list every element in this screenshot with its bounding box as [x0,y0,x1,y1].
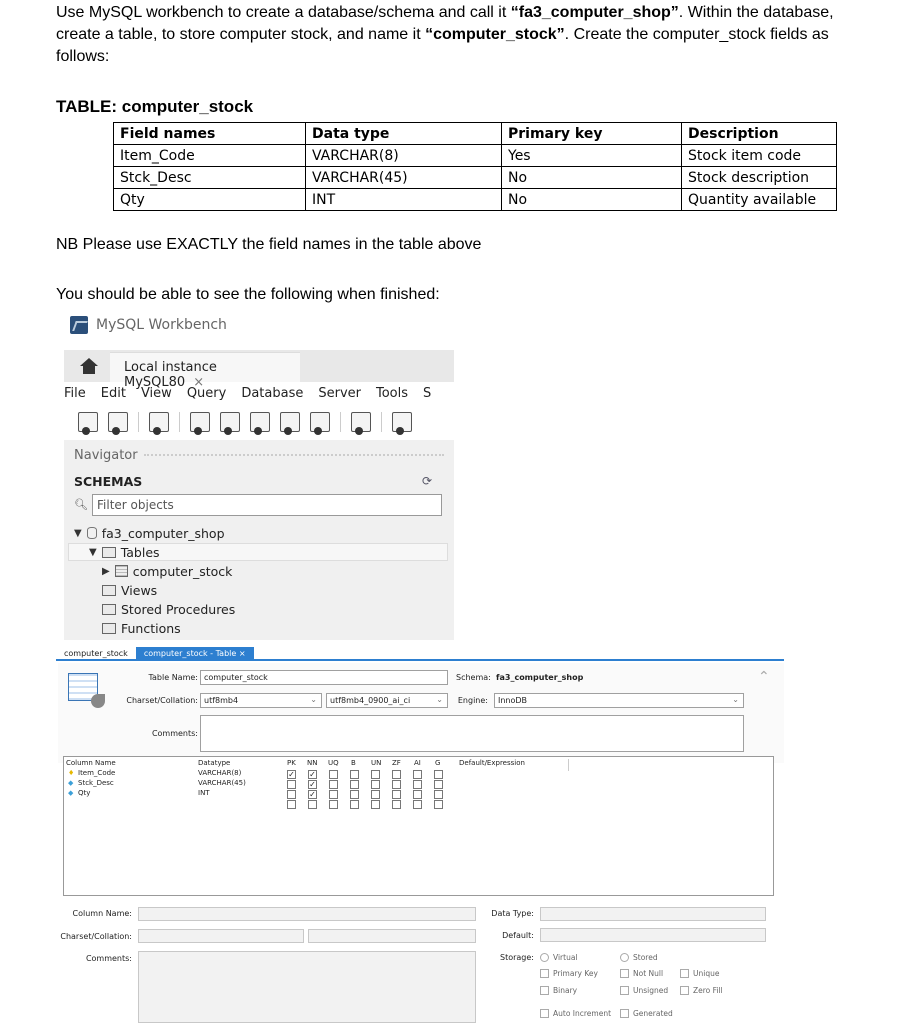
b-checkbox[interactable] [350,800,359,809]
tab-bar [64,350,454,390]
see-following-text: You should be able to see the following when finished: [56,286,440,303]
open-sql-script-icon[interactable] [108,412,128,432]
menu-scripting[interactable]: S [423,386,432,401]
workbench-logo-icon [70,316,88,334]
tree-item-computer-stock[interactable]: ▶ computer_stock [102,563,233,579]
data-type-input[interactable] [540,907,766,921]
table-cell: Yes [502,145,682,167]
g-checkbox[interactable] [434,770,443,779]
auto-increment-checkbox[interactable]: Auto Increment [540,1009,611,1018]
schemas-heading: SCHEMAS [74,474,143,489]
toolbar-separator [381,412,382,432]
default-input[interactable] [540,928,766,942]
tab-computer-stock[interactable]: computer_stock [64,649,128,658]
colhead-default: Default/Expression [459,759,525,767]
create-schema-icon[interactable] [190,412,210,432]
nn-checkbox[interactable]: ✓ [309,770,316,779]
colhead-un: UN [371,759,382,767]
nn-checkbox[interactable]: ✓ [309,780,316,789]
collapse-arrow-icon[interactable]: ▶ [102,565,110,577]
create-procedure-icon[interactable] [280,412,300,432]
column-charset-select[interactable] [138,929,304,943]
not-null-checkbox[interactable]: Not Null [620,969,663,978]
menu-database[interactable]: Database [241,386,304,401]
schema-name-text: “fa3_computer_shop” [510,4,679,21]
column-collation-select[interactable] [308,929,476,943]
colhead-pk: PK [287,759,296,767]
datatype-cell[interactable]: VARCHAR(45) [198,779,246,787]
create-function-icon[interactable] [310,412,330,432]
table-cell: VARCHAR(45) [306,167,502,189]
uq-checkbox[interactable] [329,800,338,809]
charset-select[interactable]: utf8mb4 ⌄ [200,693,322,708]
colhead-datatype: Datatype [198,759,231,767]
menu-query[interactable]: Query [186,386,227,401]
folder-icon [102,623,116,634]
field-table-header-row [114,123,837,145]
toolbar-separator [179,412,180,432]
stored-radio[interactable]: Stored [620,953,658,962]
chevron-down-icon: ⌄ [732,695,739,704]
search-icon: 🔍︎ [74,498,88,511]
app-title: MySQL Workbench [96,317,227,333]
storage-label: Storage: [500,953,534,962]
b-checkbox[interactable] [350,770,359,779]
folder-icon [102,585,116,596]
table-row [114,189,837,211]
column-charset-label: Charset/Collation: [60,932,132,941]
database-icon [87,527,97,539]
home-icon[interactable] [80,358,98,374]
column-icon: ◆ [68,779,74,787]
header-primary-key: Primary key [502,123,682,145]
column-name-cell[interactable]: Qty [78,789,91,797]
ai-checkbox[interactable] [413,800,422,809]
new-sql-tab-icon[interactable] [78,412,98,432]
table-cell: INT [306,189,502,211]
tab-computer-stock-table[interactable]: computer_stock - Table × [136,647,254,659]
table-cell: No [502,189,682,211]
zf-checkbox[interactable] [392,800,401,809]
datatype-cell[interactable]: INT [198,789,210,797]
columns-grid [63,756,774,896]
close-icon[interactable]: × [193,375,205,390]
colhead-g: G [435,759,441,767]
tree-item-schema[interactable]: ▼ fa3_computer_shop [74,525,225,541]
menu-file[interactable]: File [64,386,86,401]
menu-tools[interactable]: Tools [376,386,409,401]
table-row [114,145,837,167]
menu-edit[interactable]: Edit [100,386,126,401]
chevron-down-icon: ⌄ [436,695,443,704]
editor-tabs [56,647,784,661]
workbench-title-bar [70,316,227,334]
column-name-label: Column Name: [72,909,132,918]
column-name-cell[interactable]: Item_Code [78,769,116,777]
toolbar-separator [138,412,139,432]
checkbox-icon [620,986,629,995]
b-checkbox[interactable] [350,790,359,799]
nn-checkbox[interactable]: ✓ [309,790,316,799]
table-cell: Quantity available [682,189,837,211]
column-details [56,903,784,1023]
table-cell: Stock item code [682,145,837,167]
ai-checkbox[interactable] [413,770,422,779]
table-properties [58,663,784,763]
zf-checkbox[interactable] [392,780,401,789]
colhead-ai: AI [414,759,421,767]
menu-bar [64,386,446,401]
b-checkbox[interactable] [350,780,359,789]
table-name-label: Table Name: [148,673,198,682]
workbench-screenshot [64,310,454,640]
table-cell: No [502,167,682,189]
toolbar-separator [340,412,341,432]
expand-arrow-icon[interactable]: ▼ [74,527,82,539]
navigator-label: Navigator [74,448,138,463]
un-checkbox[interactable] [371,800,380,809]
field-table [113,122,837,211]
zero-fill-checkbox[interactable]: Zero Fill [680,986,723,995]
colhead-b: B [351,759,356,767]
reconnect-icon[interactable] [392,412,412,432]
un-checkbox[interactable] [371,770,380,779]
radio-icon [540,953,549,962]
pk-checkbox[interactable] [287,780,296,789]
column-comments-textarea[interactable] [138,951,476,1023]
tree-item-views[interactable]: Views [102,581,157,599]
pk-checkbox[interactable] [287,800,296,809]
binary-checkbox[interactable]: Binary [540,986,577,995]
radio-icon [620,953,629,962]
colhead-column-name: Column Name [66,759,116,767]
menu-view[interactable]: View [140,386,172,401]
table-icon [115,565,128,577]
checkbox-icon [540,1009,549,1018]
generated-checkbox[interactable]: Generated [620,1009,673,1018]
folder-icon [102,604,116,615]
column-name-cell[interactable]: Stck_Desc [78,779,114,787]
checkbox-icon [620,1009,629,1018]
zf-checkbox[interactable] [392,790,401,799]
table-cell: Stock description [682,167,837,189]
search-table-data-icon[interactable] [351,412,371,432]
create-table-icon[interactable] [220,412,240,432]
uq-checkbox[interactable] [329,780,338,789]
table-cell: Item_Code [114,145,306,167]
checkbox-icon [540,969,549,978]
ai-checkbox[interactable] [413,780,422,789]
menu-server[interactable]: Server [318,386,361,401]
refresh-icon[interactable]: ⟳ [422,474,433,488]
folder-icon [102,547,116,558]
chevron-down-icon: ⌄ [310,695,317,704]
key-icon: ♦ [68,769,75,777]
table-cell: Stck_Desc [114,167,306,189]
column-comments-label: Comments: [85,954,132,963]
engine-label: Engine: [457,696,488,705]
colhead-nn: NN [307,759,318,767]
navigator-panel [64,440,454,640]
table-cell: VARCHAR(8) [306,145,502,167]
collapse-icon[interactable]: ⌃ [758,669,770,685]
column-icon: ◆ [68,789,74,797]
table-cell: Qty [114,189,306,211]
pk-checkbox[interactable] [287,790,296,799]
uq-checkbox[interactable] [329,770,338,779]
close-icon[interactable]: × [238,649,246,658]
table-row [114,167,837,189]
table-editor-icon [68,673,98,701]
tree-item-functions[interactable]: Functions [102,619,181,637]
table-editor [56,647,784,1023]
colhead-uq: UQ [328,759,339,767]
uq-checkbox[interactable] [329,790,338,799]
header-field-names: Field names [114,123,306,145]
zf-checkbox[interactable] [392,770,401,779]
columns-header [64,759,773,769]
nn-checkbox[interactable] [308,800,317,809]
create-view-icon[interactable] [250,412,270,432]
intro-paragraph: Use MySQL workbench to create a database/schema and call it “fa3_computer_shop”. Within the database, create a table, to store computer stock, and name it “computer_stock”. Create the computer_stock fields as follows: [56,4,834,65]
g-checkbox[interactable] [434,790,443,799]
virtual-radio[interactable]: Virtual [540,953,578,962]
nb-note: NB Please use EXACTLY the field names in the table above [56,236,482,253]
tab-local-instance[interactable]: Local instance MySQL80 × [110,352,300,382]
comments-textarea[interactable] [200,715,744,752]
un-checkbox[interactable] [371,780,380,789]
inspector-icon[interactable] [149,412,169,432]
schema-label: Schema: [456,673,491,682]
unsigned-checkbox[interactable]: Unsigned [620,986,668,995]
header-description: Description [682,123,837,145]
collation-select[interactable]: utf8mb4_0900_ai_ci ⌄ [326,693,448,708]
unique-checkbox[interactable]: Unique [680,969,719,978]
filter-objects-input[interactable]: Filter objects [92,494,442,516]
checkbox-icon [620,969,629,978]
table-name-text: “computer_stock” [425,26,565,43]
toolbar [78,412,412,432]
checkbox-icon [540,986,549,995]
default-label: Default: [502,931,534,940]
tree-item-stored-procedures[interactable]: Stored Procedures [102,600,235,618]
engine-select[interactable]: InnoDB ⌄ [494,693,744,708]
navigator-divider [144,454,444,458]
charset-label: Charset/Collation: [126,696,198,705]
header-data-type: Data type [306,123,502,145]
schema-value: fa3_computer_shop [496,673,584,682]
colhead-zf: ZF [392,759,401,767]
tree-item-tables[interactable]: ▼ Tables [68,543,448,561]
g-checkbox[interactable] [434,800,443,809]
un-checkbox[interactable] [371,790,380,799]
g-checkbox[interactable] [434,780,443,789]
table-heading: TABLE: computer_stock [56,97,254,116]
table-name-input[interactable]: computer_stock [200,670,448,685]
primary-key-checkbox[interactable]: Primary Key [540,969,598,978]
datatype-cell[interactable]: VARCHAR(8) [198,769,242,777]
checkbox-icon [680,986,689,995]
comments-label: Comments: [151,729,198,738]
expand-arrow-icon[interactable]: ▼ [89,546,97,558]
column-name-input[interactable] [138,907,476,921]
checkbox-icon [680,969,689,978]
ai-checkbox[interactable] [413,790,422,799]
data-type-label: Data Type: [491,909,534,918]
pk-checkbox[interactable]: ✓ [288,770,295,779]
